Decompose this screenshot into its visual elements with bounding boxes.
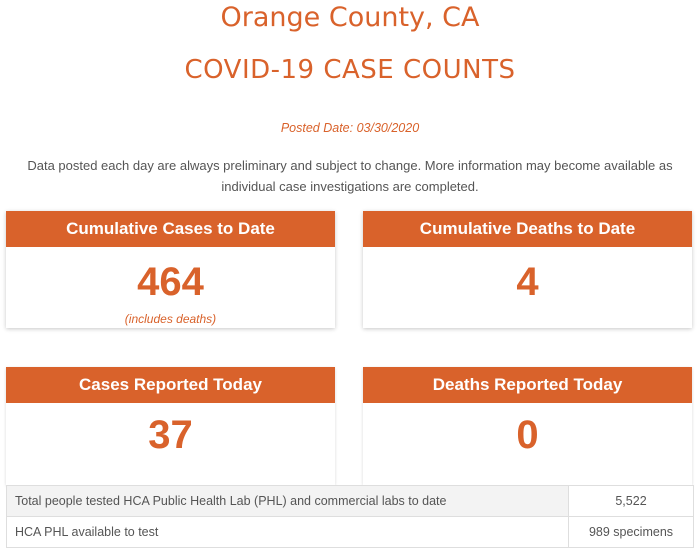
cumulative-cases-card	[6, 211, 335, 328]
cumulative-cases-note: (includes deaths)	[124, 312, 217, 326]
phl-available-label: HCA PHL available to test	[7, 517, 569, 548]
cumulative-deaths-label: Cumulative Deaths to Date	[363, 211, 692, 247]
page-subtitle: COVID-19 CASE COUNTS	[184, 55, 516, 85]
deaths-today-value: 0	[516, 413, 539, 457]
cumulative-deaths-card	[363, 211, 692, 328]
cases-today-label: Cases Reported Today	[6, 367, 335, 403]
deaths-today-label: Deaths Reported Today	[363, 367, 692, 403]
phl-available-value: 989 specimens	[569, 517, 694, 548]
deaths-today-card	[363, 367, 692, 485]
table-row	[7, 486, 694, 517]
cumulative-cases-value: 464	[137, 260, 204, 304]
testing-table	[6, 485, 694, 548]
cumulative-cases-label: Cumulative Cases to Date	[6, 211, 335, 247]
data-disclaimer: Data posted each day are always preliminary and subject to change. More information may become available as individual case investigations are completed.	[27, 158, 673, 194]
total-tested-label: Total people tested HCA Public Health Lab (PHL) and commercial labs to date	[7, 486, 569, 517]
page-title: Orange County, CA	[220, 2, 480, 33]
table-row	[7, 517, 694, 548]
total-tested-value: 5,522	[569, 486, 694, 517]
posted-date: Posted Date: 03/30/2020	[280, 121, 420, 135]
cases-today-value: 37	[148, 413, 193, 457]
cumulative-deaths-value: 4	[516, 260, 539, 304]
cases-today-card	[6, 367, 335, 485]
